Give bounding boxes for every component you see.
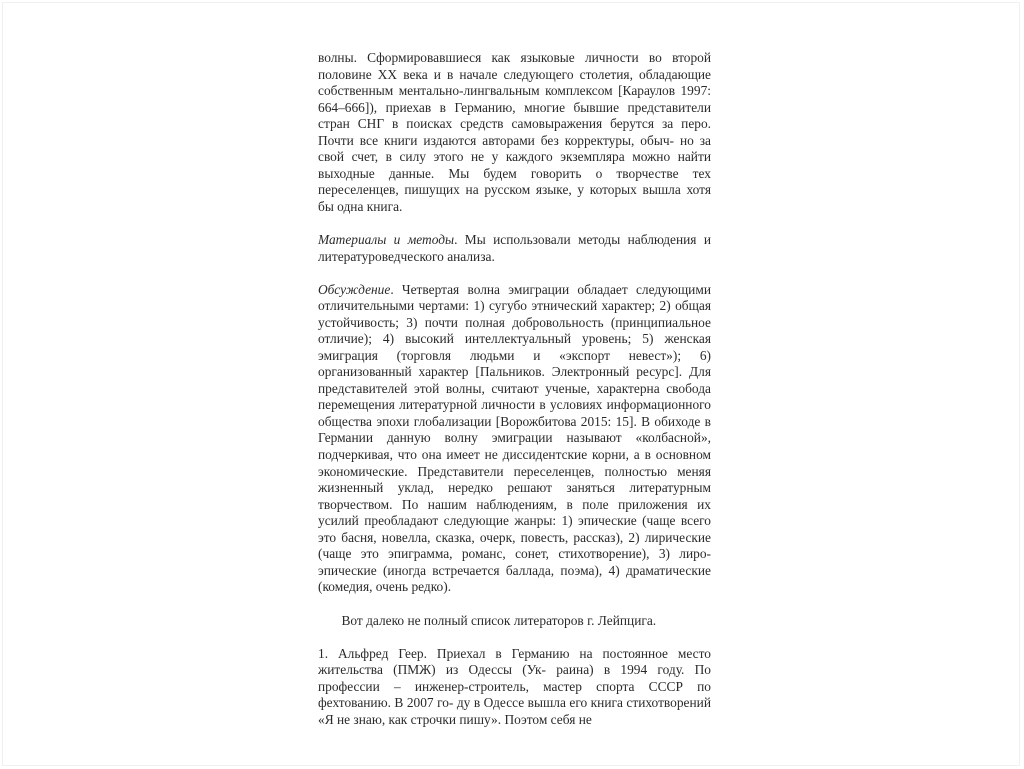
paragraph-materials-methods: [318, 232, 711, 265]
section-label-materials-methods: Материалы и методы: [318, 231, 455, 247]
document-body: [318, 50, 711, 728]
paragraph-list-intro: [318, 596, 711, 646]
paragraph-text: . Мы использовали методы наблюдения и литературоведческого анализа.: [318, 231, 711, 264]
paragraph-discussion: [318, 282, 711, 596]
paragraph-text: Вот далеко не полный список литераторов г. Лейпцига.: [338, 612, 657, 628]
paragraph-author-1: [318, 646, 711, 729]
document-page: [2, 2, 1020, 766]
paragraph-text: 1. Альфред Геер. Приехал в Германию на постоянное место жительства (ПМЖ) из Одессы (Ук- раина) в 1994 году. По профессии – инженер-строитель, мастер спорта СССР по фехтованию. В 2007 го- ду в Одессе вышла его книга стихотворений «Я не знаю, как строчки пишу». Поэтом себя не: [318, 645, 711, 727]
paragraph-text: . Четвертая волна эмиграции обладает следующими отличительными чертами: 1) сугубо этнический характер; 2) общая устойчивость; 3) почти полная добровольность (принципиальное отличие); 4) высокий интеллектуальный уровень; 5) женская эмиграция (торговля людьми и «экспорт невест»); 6) организованный характер [Пальников. Электронный ресурс]. Для представителей этой волны, считают ученые, характерна свобода перемещения литературной личности в условиях информационного общества эпохи глобализации [Ворожбитова 2015: 15]. В обиходе в Германии данную волну эмиграции называют «колбасной», подчеркивая, что она имеет не диссидентские корни, а в основном экономические. Представители переселенцев, полностью меняя жизненный уклад, нередко решают заняться литературным творчеством. По нашим наблюдениям, в поле приложения их усилий преобладают следующие жанры: 1) эпические (чаще всего это басня, новелла, сказка, очерк, повесть, рассказ), 2) лирические (чаще это эпиграмма, романс, сонет, стихотворение), 3) лиро-эпические (иногда встречается баллада, поэма), 4) драматические (комедия, очень редко).: [318, 281, 711, 595]
paragraph-text: волны. Сформировавшиеся как языковые личности во второй половине XX века и в начале следующего столетия, обладающие собственным ментально-лингвальным комплексом [Караулов 1997: 664–666]), приехав в Германию, многие бывшие представители стран СНГ в поисках средств самовыражения берутся за перо. Почти все книги издаются авторами без корректуры, обыч- но за свой счет, в силу этого не у каждого экземпляра можно найти выходные данные. Мы будем говорить о творчестве тех переселенцев, пишущих на русском языке, у которых вышла хотя бы одна книга.: [318, 50, 711, 214]
section-label-discussion: Обсуждение: [318, 281, 391, 297]
paragraph-intro: [318, 50, 711, 215]
